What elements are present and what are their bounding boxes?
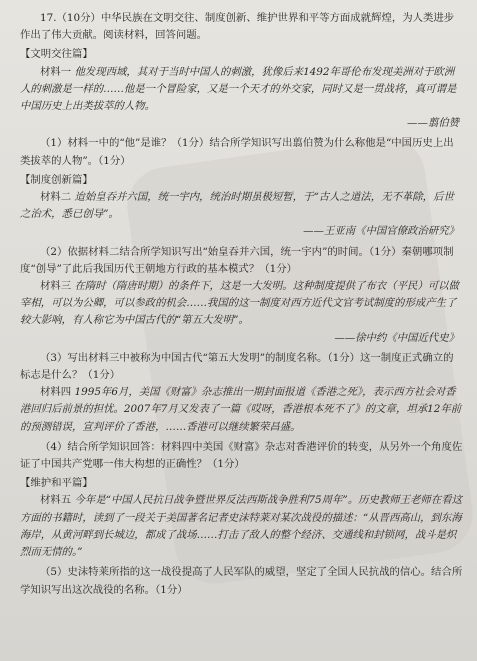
material-five-text: 今年是“中国人民抗日战争暨世界反法西斯战争胜利75周年”。历史教师王老师在看这方面的书籍时，读到了一段关于美国著名记者史沫特莱对某次战役的描述：“从晋西高山，到东海海岸，从黄河畔到长城边，都成了战场……打击了敌人的整个经济、交通线和封锁网，战斗是炽烈而无情的。” [20, 494, 462, 559]
section-heading-peace: 【维护和平篇】 [20, 477, 93, 490]
material-three-label: 材料三 [40, 280, 72, 293]
material-four-label: 材料四 [40, 386, 72, 399]
sub-question-3: （3）写出材料三中被称为中国古代“第五大发明”的制度名称。（1分）这一制度正式确立的标志是什么？（1分） [20, 351, 454, 382]
material-two-source: ——王亚南《中国官僚政治研究》 [303, 225, 459, 238]
sub-question-5: （5）史沫特莱所指的这一战役提高了人民军队的威望，坚定了全国人民抗战的信心。结合所学知识写出这次战役的名称。（1分） [20, 566, 463, 596]
section-heading-civilization: 【文明交往篇】 [20, 48, 93, 61]
section-heading-institution: 【制度创新篇】 [20, 173, 93, 186]
material-two-text: 迨始皇吞并六国，统一宇内，统治时期虽极短暂，于“古人之道法，无不革除，后世之治术，悉已创导”。 [20, 191, 454, 221]
material-one [20, 64, 463, 116]
question-17 [20, 10, 463, 599]
sub-question-2: （2）依据材料二结合所学知识写出“始皇吞并六国，统一宇内”的时间。（1分）秦朝哪项制度“创导”了此后我国历代王朝地方行政的基本模式？（1分） [20, 245, 454, 275]
material-four-text: 1995年6月，美国《财富》杂志推出一期封面报道《香港之死》，表示西方社会对香港回归后前景的担忧。2007年7月又发表了一篇《哎呀，香港根本死不了》的文章，坦承12年前的预测错误，宣判评价了香港，……香港可以继续繁荣昌盛。 [20, 386, 462, 433]
material-five [20, 492, 463, 561]
sub-question-1: （1）材料一中的“他”是谁？（1分）结合所学知识写出翦伯赞为什么称他是“中国历史上出类拔萃的人物”。（1分） [20, 137, 454, 167]
material-four [20, 384, 463, 436]
material-three [20, 278, 463, 330]
material-two [20, 189, 463, 223]
material-one-label: 材料一 [40, 65, 72, 78]
material-five-label: 材料五 [40, 494, 72, 507]
question-stem: 17.（10分）中华民族在文明交往、制度创新、维护世界和平等方面成就辉煌，为人类进步作出了伟大贡献。阅读材料，回答问题。 [20, 12, 455, 42]
material-three-text: 在隋时（隋唐时期）的条件下，这是一大发明。这种制度提供了布衣（平民）可以做宰相，可以为公卿，可以参政的机会……我国的这一制度对西方近代文官考试制度的形成产生了较大影响，有人称它为中国古代的“第五大发明”。 [20, 280, 459, 327]
material-one-text: 他发现西域，其对于当时中国人的刺激，犹像后来1492年哥伦布发现美洲对于欧洲人的刺激是一样的……他是一个冒险家，又是一个天才的外交家，同时又是一贯战将，真可谓是中国历史上出类拔萃的人物。 [20, 65, 457, 113]
material-one-source: ——翦伯赞 [407, 117, 459, 130]
material-two-label: 材料二 [40, 191, 72, 204]
material-three-source: ——徐中约《中国近代史》 [334, 331, 459, 344]
sub-question-4: （4）结合所学知识回答：材料四中美国《财富》杂志对香港评价的转变，从另外一个角度佐证了中国共产党哪一伟大构想的正确性？（1分） [20, 440, 463, 471]
